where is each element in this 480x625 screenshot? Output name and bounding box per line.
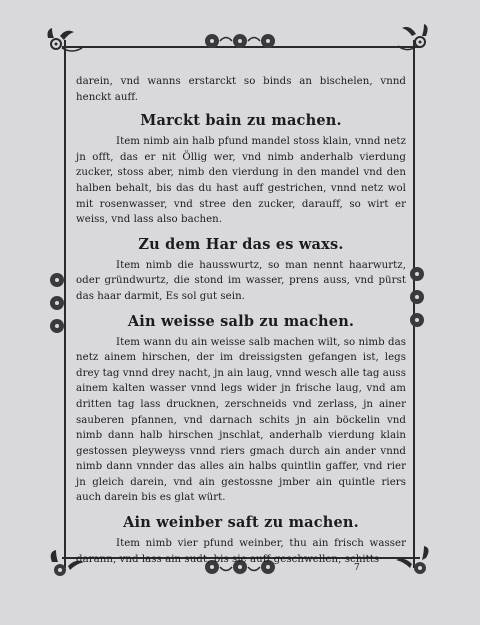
section-heading: Zu dem Har das es waxs.: [138, 235, 344, 253]
section-heading: Ain weisse salb zu machen.: [127, 312, 355, 330]
paragraph: Item nimb ain halb pfund mandel stoss klain, vnnd netz jn offt, das er nit Öllig wer, vnd nimb anderhalb vierdung zucker, stoss aber, nimb den vierdung in den mandel vnd den halben behalt, bis das du hast auff gestrichen, vnnd netz wol mit rosenwasser, vnd stree den zucker, darauff, so wirt er weiss, vnd lass also bachen.: [76, 136, 406, 226]
paragraph: Item wann du ain weisse salb machen wilt, so nimb das netz ainem hirschen, der im dreissigsten gefangen ist, legs drey tag vnnd drey nacht, jn ain laug, vnnd wesch alle tag auss ainem kalten wasser vnnd legs wider jn frische laug, vnd am dritten tag lass drucknen, zerschneids vnd zerlass, jn ainer sauberen pfannen, vnd darnach schits jn ain böckelin vnd nimb dann halb hirschen jnschlat, anderhalb vierdung klain gestossen pleyweyss vnnd riers gmach durch ain ander vnnd nimb dann vnnder das alles ain halbs quintlin gaffer, vnd rier jn gleich darein, vnd ain gestossne jmber ain quintle riers auch darein bis es glat würt.: [76, 336, 406, 504]
section-heading: Ain weinber saft zu machen.: [123, 514, 359, 532]
flower-ornament-icon: [198, 30, 282, 52]
side-ornament-icon: [406, 262, 428, 332]
paragraph: Item nimb vier pfund weinber, thu ain frisch wasser darann, vnd lass ain sudt, bis sie auff geschwellen, schitts: [76, 538, 406, 565]
page-text: [76, 74, 406, 567]
page-number: 7: [354, 563, 360, 573]
paragraph: darein, vnd wanns erstarckt so binds an bischelen, vnnd henckt auff.: [76, 76, 406, 103]
paragraph: Item nimb die hausswurtz, so man nennt haarwurtz, oder gründwurtz, die stond im wasser, prens auss, vnd pürst das haar darmit, Es sol gut sein.: [76, 259, 406, 302]
side-ornament-icon: [46, 268, 68, 338]
section-heading: Marckt bain zu machen.: [140, 112, 342, 130]
corner-ornament-icon: [42, 26, 86, 58]
corner-ornament-icon: [394, 22, 438, 56]
